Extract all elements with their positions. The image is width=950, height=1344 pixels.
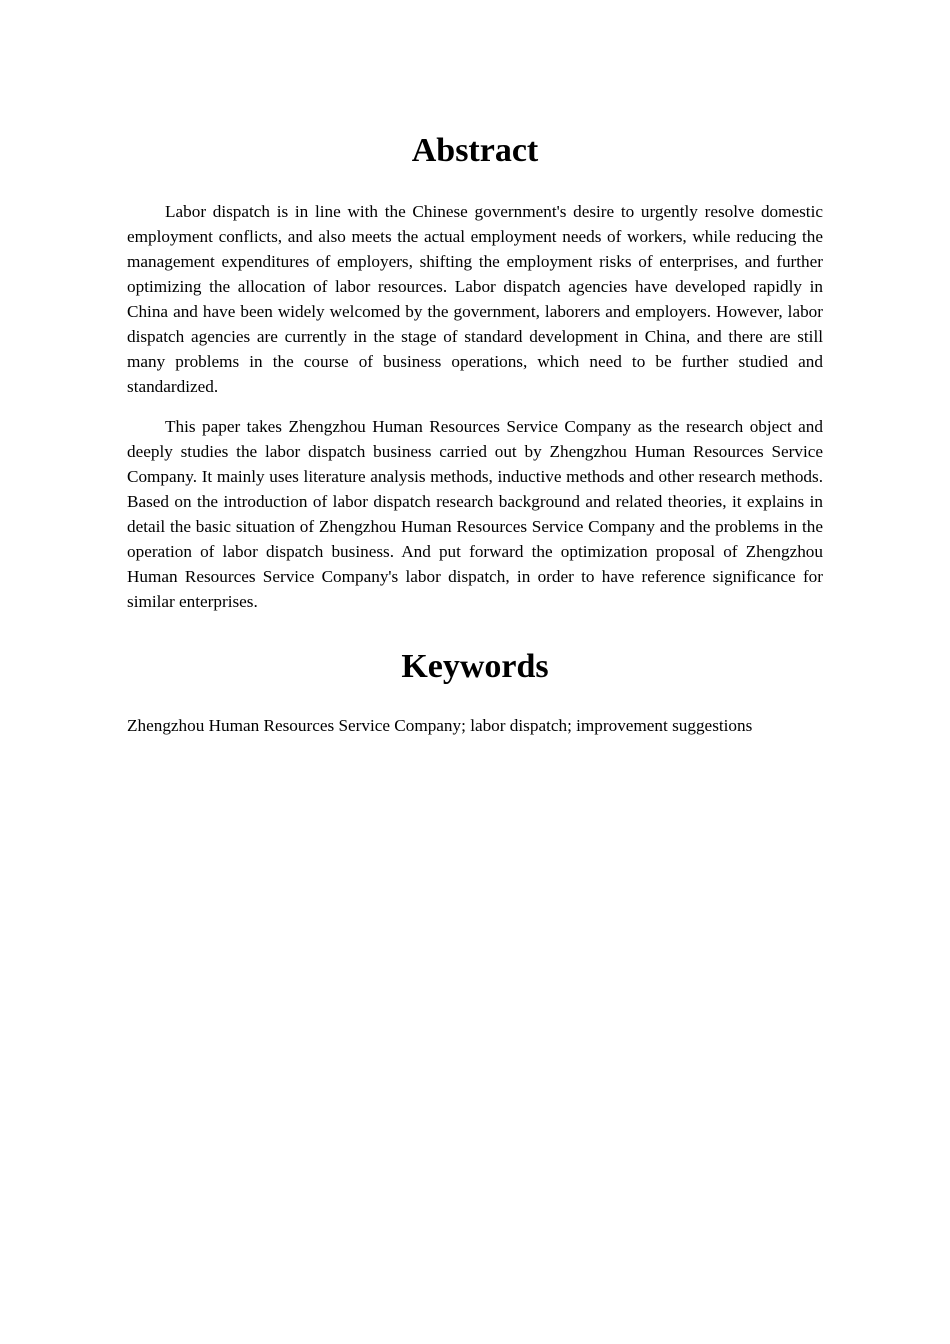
abstract-heading: Abstract	[411, 132, 539, 169]
document-page	[127, 0, 823, 738]
abstract-paragraph-2: This paper takes Zhengzhou Human Resources Service Company as the research object and deeply studies the labor dispatch business carried out by Zhengzhou Human Resources Service Company. It mainly uses literature analysis methods, inductive methods and other research methods. Based on the introduction of labor dispatch research background and related theories, it explains in detail the basic situation of Zhengzhou Human Resources Service Company and the problems in the operation of labor dispatch business. And put forward the optimization proposal of Zhengzhou Human Resources Service Company's labor dispatch, in order to have reference significance for similar enterprises.	[127, 417, 823, 611]
keywords-text: Zhengzhou Human Resources Service Company; labor dispatch; improvement suggestions	[127, 716, 753, 735]
abstract-paragraph-1: Labor dispatch is in line with the Chinese government's desire to urgently resolve domestic employment conflicts, and also meets the actual employment needs of workers, while reducing the management expenditures of employers, shifting the employment risks of enterprises, and further optimizing the allocation of labor resources. Labor dispatch agencies have developed rapidly in China and have been widely welcomed by the government, laborers and employers. However, labor dispatch agencies are currently in the stage of standard development in China, and there are still many problems in the course of business operations, which need to be further studied and standardized.	[127, 202, 823, 396]
keywords-heading: Keywords	[401, 648, 549, 685]
